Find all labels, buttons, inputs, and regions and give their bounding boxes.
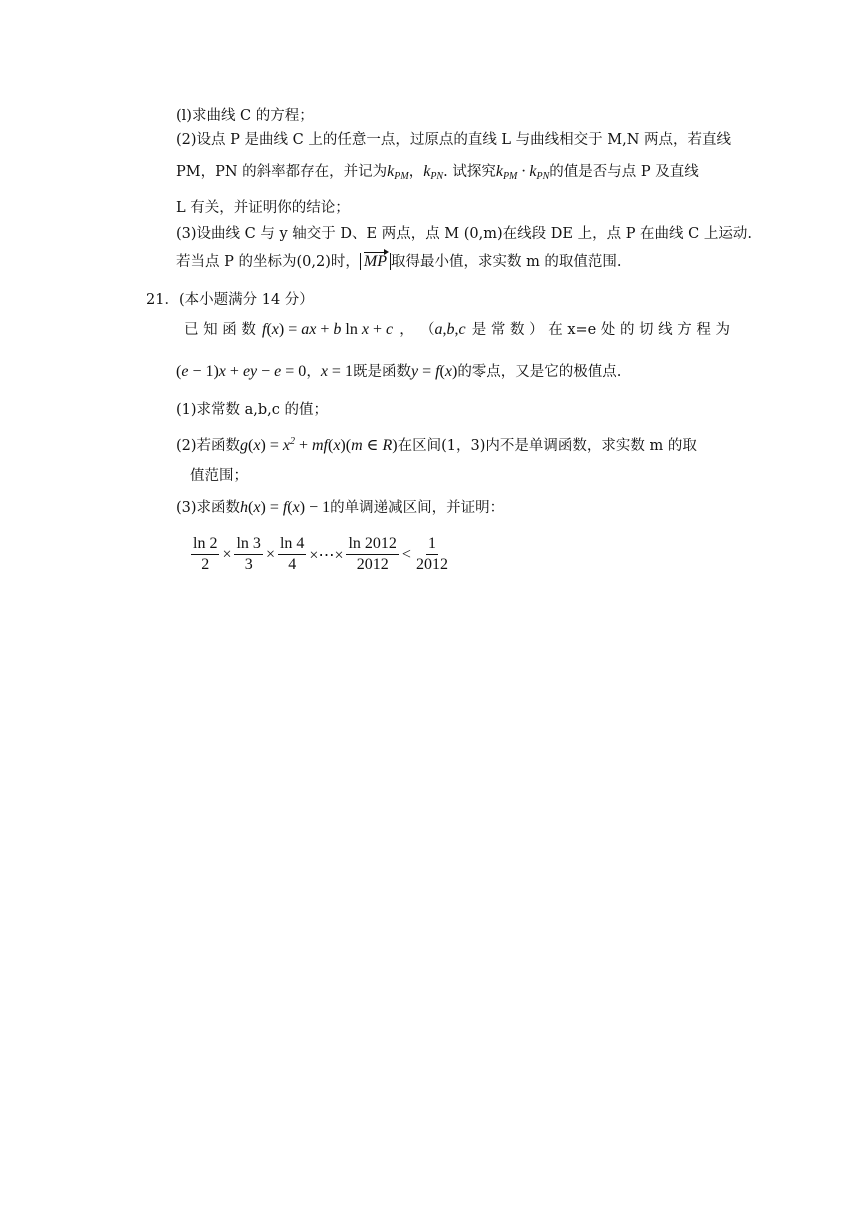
text: 已 知 函 数 [184,322,256,338]
inequality-formula: $\frac{\ln 2}{2}$ × $\frac{\ln 3}{3}$ × $\frac{\ln 4}{4}$ ×⋯× $\frac{\ln 2012}{2012}$ < $\frac{1}{2012}$ [193,535,448,573]
text: 是 常 数 ） 在 x=e 处 的 切 线 方 程 为 [471,322,730,338]
text: （ [419,322,435,338]
fraction: $\frac{\ln 2}{2}$ [193,535,218,573]
fraction: $\frac{\ln 2012}{2012}$ [348,535,397,573]
q21-line2 [176,362,621,382]
math-kpn: $k_{PN}$ [423,163,444,182]
text: 的值是否与点 P 及直线 [549,164,699,180]
math-abs-mp: MP [360,253,391,270]
fraction: $\frac{\ln 3}{3}$ [236,535,261,573]
q21-intro [184,320,730,340]
math-abc: a,b,c [434,321,466,338]
text: 既是函数 [352,364,411,380]
q20-part2-line3: L 有关，并证明你的结论； [176,200,350,216]
q20-part2-line2 [176,162,699,187]
text: ， [399,322,414,338]
math-g-definition: $g(x) = x^2 + mf(x)(m$ ∈ R) [240,436,398,454]
q21-part3 [176,498,504,518]
text: 取得最小值，求实数 m 的取值范围. [390,254,622,270]
fraction: $\frac{1}{2012}$ [415,535,448,573]
fraction: $\frac{\ln 4}{4}$ [279,535,305,573]
text: PM，PN 的斜率都存在，并记为 [176,164,388,180]
text: (3)求函数 [176,500,241,516]
q20-part3-line1: (3)设曲线 C 与 y 轴交于 D、E 两点，点 M (0,m)在线段 DE 上，点 P 在曲线 C 上运动. [176,226,752,242]
math-kpm: $k_{PM}$ [387,163,409,182]
q21-part2-cont: 值范围； [190,468,248,484]
math-f-definition: f(x) = ax + b ln x + c [262,321,394,338]
text: ， [408,164,424,180]
q20-part1: (l)求曲线 C 的方程； [176,108,314,124]
q20-part2-line1: (2)设点 P 是曲线 C 上的任意一点，过原点的直线 L 与曲线相交于 M,N 两点，若直线 [176,132,732,148]
q21-header: 21．(本小题满分 14 分） [146,292,314,308]
math-y-eq-fx: y = f(x) [410,363,458,380]
text: ， [306,364,321,380]
q21-part2 [176,432,697,456]
text: . 试探究 [443,164,496,180]
text: 在区间(1，3)内不是单调函数，求实数 m 的取 [397,438,697,454]
text: (2)若函数 [176,438,241,454]
q21-part1: (1)求常数 a,b,c 的值； [176,402,329,418]
text: 若当点 P 的坐标为(0,2)时， [176,254,360,270]
math-kpm-kpn: $k_{PM} \cdot k_{PN}$ [495,163,550,182]
text: 的单调递减区间，并证明： [330,500,505,516]
text: 的零点，又是它的极值点. [457,364,622,380]
math-x-eq-1: x = 1 [320,363,353,380]
q20-part3-line2 [176,252,622,272]
math-h-definition: h(x) = f(x) − 1 [240,499,331,516]
math-tangent-line: (e − 1)x + ey − e = 0 [176,363,307,380]
